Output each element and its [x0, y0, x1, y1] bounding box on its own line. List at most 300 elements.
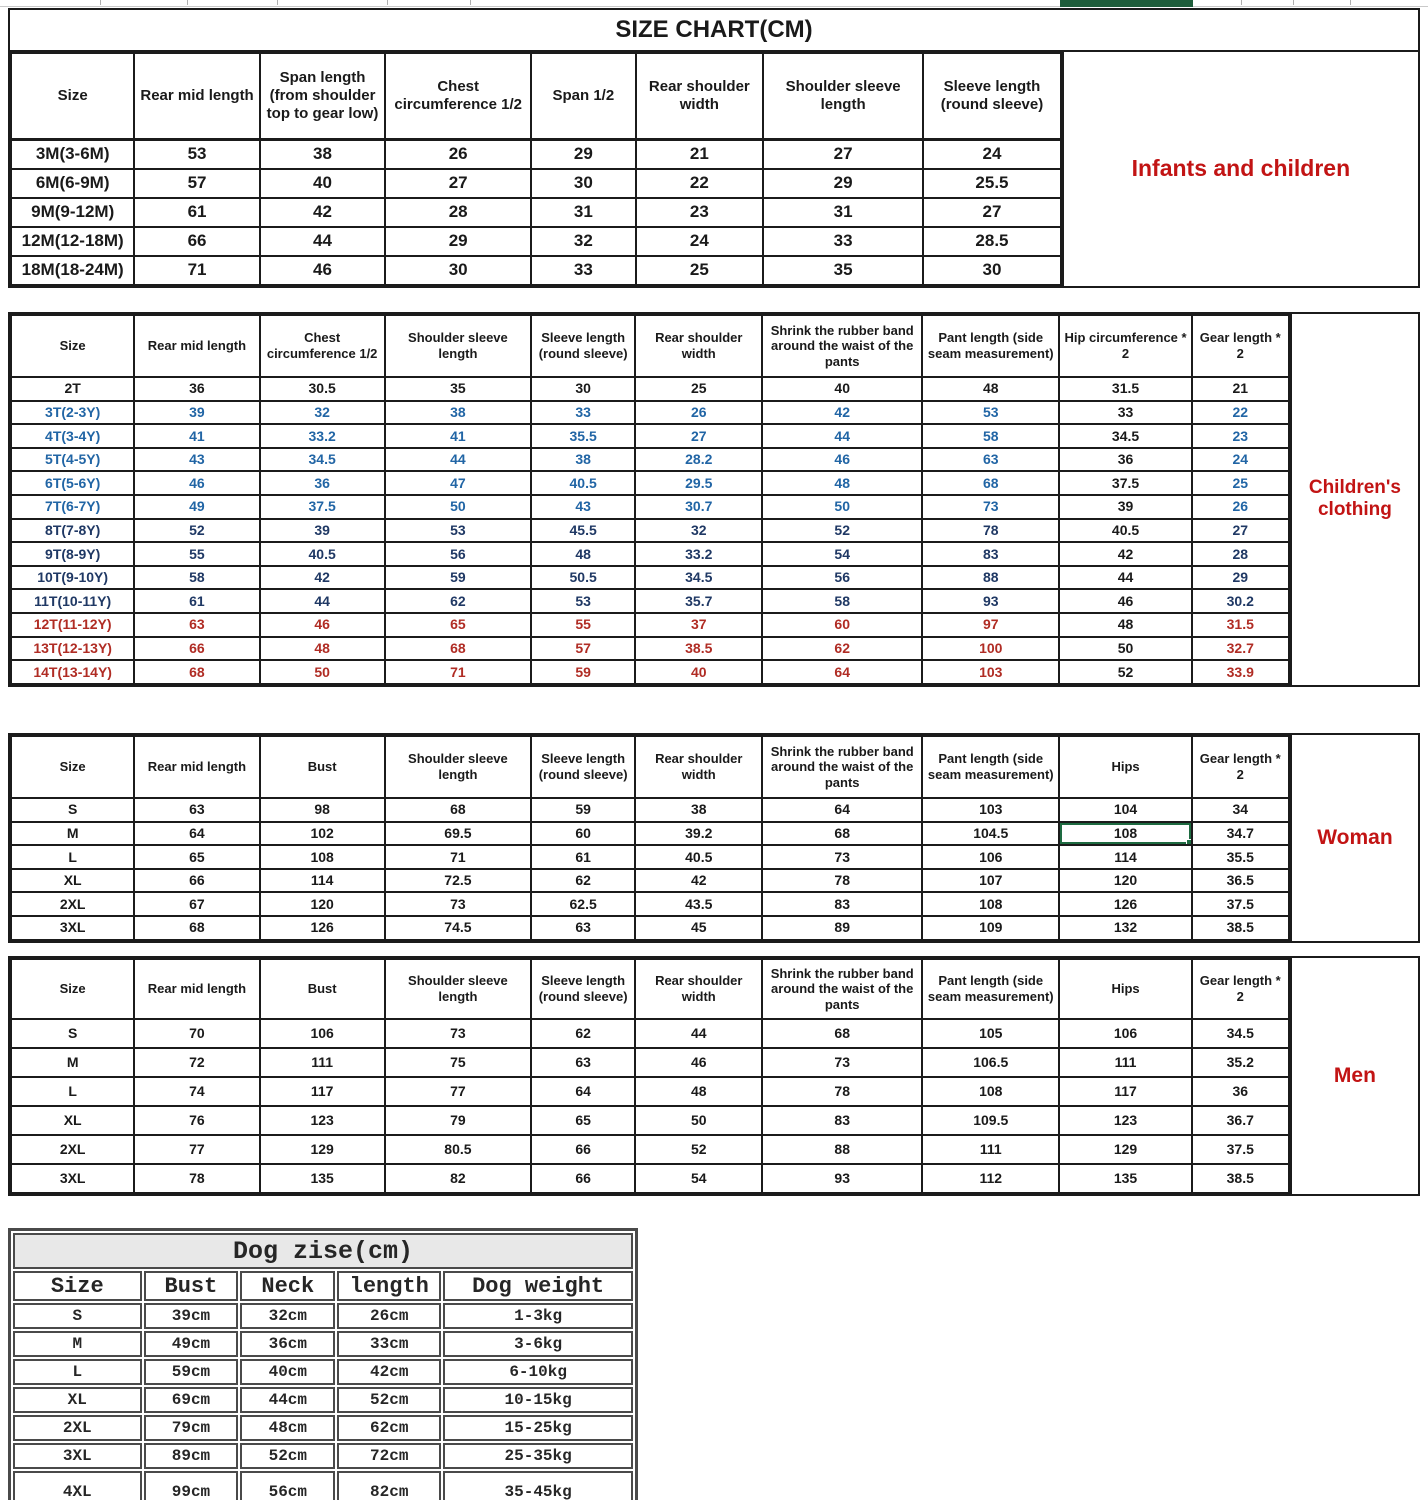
table-row [11, 519, 1289, 543]
column-header: Rear mid length [134, 53, 259, 139]
table-cell: 26 [635, 401, 762, 425]
table-cell: 75 [385, 1048, 531, 1077]
table-cell: 71 [134, 256, 259, 285]
table-row [11, 1135, 1289, 1164]
infants-size-table [8, 8, 1420, 288]
table-cell: 46 [635, 1048, 762, 1077]
table-cell: 52cm [240, 1443, 335, 1469]
table-cell: 59 [531, 660, 635, 684]
header-row [11, 315, 1289, 377]
table-cell: L [11, 845, 134, 869]
grid-tick [277, 0, 278, 5]
table-cell: 88 [762, 1135, 922, 1164]
table-cell: 72.5 [385, 869, 531, 893]
table-cell: 35 [763, 256, 923, 285]
column-header: length [337, 1271, 441, 1301]
table-cell: 29 [385, 227, 531, 256]
table-cell: 1-3kg [443, 1303, 633, 1329]
table-cell: 63 [531, 916, 635, 940]
column-header: Bust [260, 736, 385, 798]
table-cell: 29 [1192, 566, 1289, 590]
table-cell: 46 [260, 256, 385, 285]
table-cell: 120 [1059, 869, 1191, 893]
table-cell: 59 [531, 798, 635, 822]
table-cell: 45.5 [531, 519, 635, 543]
table-cell: 40 [762, 377, 922, 401]
table-row [11, 1019, 1289, 1048]
table-cell: 44 [635, 1019, 762, 1048]
table-cell: 40.5 [635, 845, 762, 869]
table-cell: 30 [385, 256, 531, 285]
table-cell: 108 [922, 1077, 1059, 1106]
grid-tick [387, 0, 388, 5]
table-cell: 34.5 [635, 566, 762, 590]
table-cell: 3T(2-3Y) [11, 401, 134, 425]
table-cell: 33.2 [260, 424, 385, 448]
table-cell: 83 [922, 542, 1059, 566]
table-cell: 39 [1059, 495, 1191, 519]
table-row [11, 1164, 1289, 1193]
table-cell: 89cm [144, 1443, 239, 1469]
table-cell: 4T(3-4Y) [11, 424, 134, 448]
table-cell: 28 [385, 198, 531, 227]
table-cell: 66 [134, 227, 259, 256]
table-cell: 52 [762, 519, 922, 543]
table-cell: 37.5 [1192, 892, 1289, 916]
table-cell: 35-45kg [443, 1471, 633, 1500]
table-cell: 41 [385, 424, 531, 448]
table-cell: L [11, 1077, 134, 1106]
column-header: Sleeve length (round sleeve) [531, 736, 635, 798]
table-cell: 66 [531, 1164, 635, 1193]
table-cell: 68 [385, 798, 531, 822]
table-cell: 106 [922, 845, 1059, 869]
table-cell: 77 [134, 1135, 259, 1164]
table-cell: 32 [635, 519, 762, 543]
table-cell: 68 [762, 1019, 922, 1048]
table-row [11, 377, 1289, 401]
column-header: Gear length * 2 [1192, 315, 1289, 377]
table-cell: 24 [923, 139, 1061, 169]
table-row [13, 1443, 633, 1469]
table-cell: 46 [762, 448, 922, 472]
table-cell: 13T(12-13Y) [11, 637, 134, 661]
table-cell: 35.5 [1192, 845, 1289, 869]
table-cell: 36.5 [1192, 869, 1289, 893]
table-cell: 38 [635, 798, 762, 822]
table-cell: 18M(18-24M) [11, 256, 134, 285]
table-cell: 38 [531, 448, 635, 472]
grid-tick [100, 0, 101, 5]
table-cell: 30 [531, 377, 635, 401]
table-row [11, 198, 1061, 227]
table-cell: S [13, 1303, 142, 1329]
table-cell: 30.5 [260, 377, 385, 401]
table-cell: 37.5 [260, 495, 385, 519]
column-header: Shoulder sleeve length [763, 53, 923, 139]
table-cell: 24 [636, 227, 764, 256]
table-cell: 34.5 [1192, 1019, 1289, 1048]
table-cell: 44 [1059, 566, 1191, 590]
table-cell: 63 [922, 448, 1059, 472]
header-row [11, 736, 1289, 798]
table-cell: 57 [531, 637, 635, 661]
table-cell: 93 [922, 589, 1059, 613]
header-row [13, 1271, 633, 1301]
table-cell: 36 [1059, 448, 1191, 472]
table-cell: 37 [635, 613, 762, 637]
table-cell: 73 [762, 845, 922, 869]
table-cell: 98 [260, 798, 385, 822]
table-cell: 111 [260, 1048, 385, 1077]
table-cell: 44 [385, 448, 531, 472]
table-cell: 33 [531, 256, 635, 285]
table-cell: 59cm [144, 1359, 239, 1385]
table-cell: 10-15kg [443, 1387, 633, 1413]
table-cell: 66 [134, 637, 259, 661]
table-cell: 46 [260, 613, 385, 637]
table-row [11, 916, 1289, 940]
table-cell: 49cm [144, 1331, 239, 1357]
table-cell: 50 [1059, 637, 1191, 661]
table-cell: 33.9 [1192, 660, 1289, 684]
table-cell: 40.5 [531, 471, 635, 495]
table-cell: 54 [635, 1164, 762, 1193]
table-cell: 5T(4-5Y) [11, 448, 134, 472]
table-cell: 68 [922, 471, 1059, 495]
table-cell: 52 [1059, 660, 1191, 684]
table-row [11, 401, 1289, 425]
table-cell: 63 [134, 798, 259, 822]
table-cell: 63 [134, 613, 259, 637]
table-cell: 33 [531, 401, 635, 425]
table-cell: 48cm [240, 1415, 335, 1441]
table-cell: 27 [635, 424, 762, 448]
table-cell: 114 [260, 869, 385, 893]
table-cell: 78 [762, 1077, 922, 1106]
table-cell: 73 [385, 892, 531, 916]
table-cell: 34.7 [1192, 822, 1289, 846]
table-row [13, 1471, 633, 1500]
table-cell: 78 [762, 869, 922, 893]
table-cell: 9T(8-9Y) [11, 542, 134, 566]
table-cell: 39.2 [635, 822, 762, 846]
table-cell: 53 [385, 519, 531, 543]
column-header: Sleeve length (round sleeve) [531, 959, 635, 1019]
table-cell: 2T [11, 377, 134, 401]
table-cell: 3XL [11, 1164, 134, 1193]
table-cell: 108 [260, 845, 385, 869]
table-cell: 129 [1059, 1135, 1191, 1164]
table-cell: 27 [763, 139, 923, 169]
table-cell: 36 [1192, 1077, 1289, 1106]
table-cell: 44 [260, 589, 385, 613]
table-cell: 129 [260, 1135, 385, 1164]
table-cell: 23 [1192, 424, 1289, 448]
table-cell: 73 [762, 1048, 922, 1077]
table-cell: 79 [385, 1106, 531, 1135]
table-cell: 29.5 [635, 471, 762, 495]
table-cell: 44 [260, 227, 385, 256]
table-cell: 100 [922, 637, 1059, 661]
table-cell: 25 [635, 377, 762, 401]
table-cell: 78 [922, 519, 1059, 543]
dog-title-row [13, 1233, 633, 1269]
column-header: Rear shoulder width [635, 959, 762, 1019]
table-cell: 26 [1192, 495, 1289, 519]
table-cell: 41 [134, 424, 259, 448]
column-header: Size [11, 736, 134, 798]
men-size-grid [10, 958, 1290, 1194]
table-cell: 40 [260, 169, 385, 198]
table-cell: 23 [636, 198, 764, 227]
table-cell: 26cm [337, 1303, 441, 1329]
table-cell: 80.5 [385, 1135, 531, 1164]
table-cell: 48 [762, 471, 922, 495]
table-cell: 58 [762, 589, 922, 613]
column-header: Size [13, 1271, 142, 1301]
table-cell: 25 [1192, 471, 1289, 495]
table-cell: 48 [1059, 613, 1191, 637]
table-cell: 27 [385, 169, 531, 198]
table-cell: 24 [1192, 448, 1289, 472]
table-cell: 30 [531, 169, 635, 198]
table-cell: 40 [635, 660, 762, 684]
table-cell: 106 [1059, 1019, 1191, 1048]
table-cell: 73 [385, 1019, 531, 1048]
table-cell: 3XL [11, 916, 134, 940]
table-cell: 50 [635, 1106, 762, 1135]
table-cell: 59 [385, 566, 531, 590]
woman-size-table [8, 733, 1420, 943]
table-cell: 65 [134, 845, 259, 869]
table-cell: 33 [763, 227, 923, 256]
table-cell: 29 [763, 169, 923, 198]
header-row [11, 959, 1289, 1019]
table-row [11, 660, 1289, 684]
table-cell: 107 [922, 869, 1059, 893]
table-cell: 32.7 [1192, 637, 1289, 661]
table-cell: 99cm [144, 1471, 239, 1500]
table-cell: 35 [385, 377, 531, 401]
table-cell: 6-10kg [443, 1359, 633, 1385]
column-header: Hips [1059, 959, 1191, 1019]
table-cell: 28 [1192, 542, 1289, 566]
men-size-table [8, 956, 1420, 1196]
table-cell: 25 [636, 256, 764, 285]
size-chart-title: SIZE CHART(CM) [10, 10, 1418, 52]
children-size-grid [10, 314, 1290, 685]
column-header: Rear mid length [134, 315, 259, 377]
table-cell: 32 [531, 227, 635, 256]
table-cell: 111 [922, 1135, 1059, 1164]
table-cell: 40.5 [260, 542, 385, 566]
table-cell: 14T(13-14Y) [11, 660, 134, 684]
column-header: Rear mid length [134, 736, 259, 798]
table-row [11, 613, 1289, 637]
table-cell: 135 [1059, 1164, 1191, 1193]
header-row [11, 53, 1061, 139]
table-cell: 33.2 [635, 542, 762, 566]
table-row [13, 1415, 633, 1441]
table-cell: 76 [134, 1106, 259, 1135]
column-header: Dog weight [443, 1271, 633, 1301]
column-header: Sleeve length (round sleeve) [531, 315, 635, 377]
table-cell: 117 [260, 1077, 385, 1106]
column-header: Shrink the rubber band around the waist of the pants [762, 959, 922, 1019]
table-cell: 12T(11-12Y) [11, 613, 134, 637]
table-cell: 71 [385, 845, 531, 869]
table-cell: 34.5 [1059, 424, 1191, 448]
table-cell: 60 [531, 822, 635, 846]
table-cell: 97 [922, 613, 1059, 637]
table-cell: 68 [134, 660, 259, 684]
table-cell: 74 [134, 1077, 259, 1106]
table-row [11, 589, 1289, 613]
table-cell: 56 [762, 566, 922, 590]
grid-tick [1241, 0, 1242, 5]
table-cell: 36.7 [1192, 1106, 1289, 1135]
column-header: Shrink the rubber band around the waist of the pants [762, 736, 922, 798]
table-cell: 30 [923, 256, 1061, 285]
table-cell: 6M(6-9M) [11, 169, 134, 198]
table-cell: 42 [260, 566, 385, 590]
table-cell: 28.2 [635, 448, 762, 472]
table-cell: 60 [762, 613, 922, 637]
group-label-men: Men [1290, 958, 1418, 1194]
table-cell: 48 [922, 377, 1059, 401]
table-cell: 117 [1059, 1077, 1191, 1106]
table-cell: 39 [260, 519, 385, 543]
table-row [13, 1303, 633, 1329]
table-cell: 21 [1192, 377, 1289, 401]
table-cell: 58 [134, 566, 259, 590]
table-cell: 71 [385, 660, 531, 684]
table-cell: 132 [1059, 916, 1191, 940]
table-cell: 10T(9-10Y) [11, 566, 134, 590]
column-header: Size [11, 959, 134, 1019]
table-cell: 9M(9-12M) [11, 198, 134, 227]
table-cell: 30.7 [635, 495, 762, 519]
table-cell: 42 [762, 401, 922, 425]
table-cell: 69cm [144, 1387, 239, 1413]
infants-size-grid [10, 52, 1062, 286]
table-cell: 109 [922, 916, 1059, 940]
table-row [11, 845, 1289, 869]
table-cell: 62 [385, 589, 531, 613]
table-cell: 72cm [337, 1443, 441, 1469]
table-cell: 27 [1192, 519, 1289, 543]
table-cell: 64 [531, 1077, 635, 1106]
table-cell: 4XL [13, 1471, 142, 1500]
table-cell: 106.5 [922, 1048, 1059, 1077]
table-cell: 88 [922, 566, 1059, 590]
selected-column-highlight-bar [1060, 0, 1193, 7]
table-cell: 45 [635, 916, 762, 940]
table-cell: 26 [385, 139, 531, 169]
table-cell: 29 [531, 139, 635, 169]
column-header: Gear length * 2 [1192, 736, 1289, 798]
column-header: Sleeve length (round sleeve) [923, 53, 1061, 139]
table-cell: 68 [762, 822, 922, 846]
column-header: Chest circumference 1/2 [260, 315, 385, 377]
table-cell: S [11, 1019, 134, 1048]
table-cell: 114 [1059, 845, 1191, 869]
table-cell: 44cm [240, 1387, 335, 1413]
group-label-infants: Infants and children [1062, 52, 1418, 286]
table-cell: 48 [260, 637, 385, 661]
table-cell: 106 [260, 1019, 385, 1048]
table-cell: 30.2 [1192, 589, 1289, 613]
table-row [11, 495, 1289, 519]
table-cell: 62 [531, 1019, 635, 1048]
table-cell: 135 [260, 1164, 385, 1193]
table-cell: 53 [531, 589, 635, 613]
table-cell: 52cm [337, 1387, 441, 1413]
column-header: Shoulder sleeve length [385, 736, 531, 798]
table-cell: 56 [385, 542, 531, 566]
table-cell: M [11, 822, 134, 846]
table-cell: 102 [260, 822, 385, 846]
table-cell: 68 [134, 916, 259, 940]
table-row [13, 1331, 633, 1357]
table-cell: 89 [762, 916, 922, 940]
table-cell: 105 [922, 1019, 1059, 1048]
table-row [11, 1077, 1289, 1106]
table-cell: 82cm [337, 1471, 441, 1500]
table-cell: 33 [1059, 401, 1191, 425]
column-header: Span length (from shoulder top to gear low) [260, 53, 385, 139]
column-header: Pant length (side seam measurement) [922, 736, 1059, 798]
table-cell: 34.5 [260, 448, 385, 472]
table-row [11, 448, 1289, 472]
column-header: Neck [240, 1271, 335, 1301]
table-cell: 47 [385, 471, 531, 495]
column-header: Pant length (side seam measurement) [922, 959, 1059, 1019]
table-cell: 62cm [337, 1415, 441, 1441]
table-cell: 83 [762, 1106, 922, 1135]
table-row [11, 869, 1289, 893]
table-cell: 43 [531, 495, 635, 519]
table-cell: 3-6kg [443, 1331, 633, 1357]
table-cell: 68 [385, 637, 531, 661]
group-label-children: Children's clothing [1290, 314, 1418, 685]
table-cell: 55 [134, 542, 259, 566]
table-cell: 70 [134, 1019, 259, 1048]
table-cell: 48 [531, 542, 635, 566]
table-cell: 49 [134, 495, 259, 519]
table-cell: 2XL [11, 1135, 134, 1164]
table-cell: 37.5 [1059, 471, 1191, 495]
table-cell: 2XL [11, 892, 134, 916]
table-cell: 12M(12-18M) [11, 227, 134, 256]
table-cell: 103 [922, 798, 1059, 822]
grid-tick [187, 0, 188, 5]
table-cell: 42 [635, 869, 762, 893]
table-cell: 109.5 [922, 1106, 1059, 1135]
table-cell: 73 [922, 495, 1059, 519]
table-cell: 39cm [144, 1303, 239, 1329]
table-cell: 37.5 [1192, 1135, 1289, 1164]
table-cell: 112 [922, 1164, 1059, 1193]
table-cell: 120 [260, 892, 385, 916]
table-cell: 50.5 [531, 566, 635, 590]
table-row [11, 256, 1061, 285]
table-cell: 126 [1059, 892, 1191, 916]
table-cell: 66 [134, 869, 259, 893]
table-cell: 69.5 [385, 822, 531, 846]
table-row [11, 169, 1061, 198]
